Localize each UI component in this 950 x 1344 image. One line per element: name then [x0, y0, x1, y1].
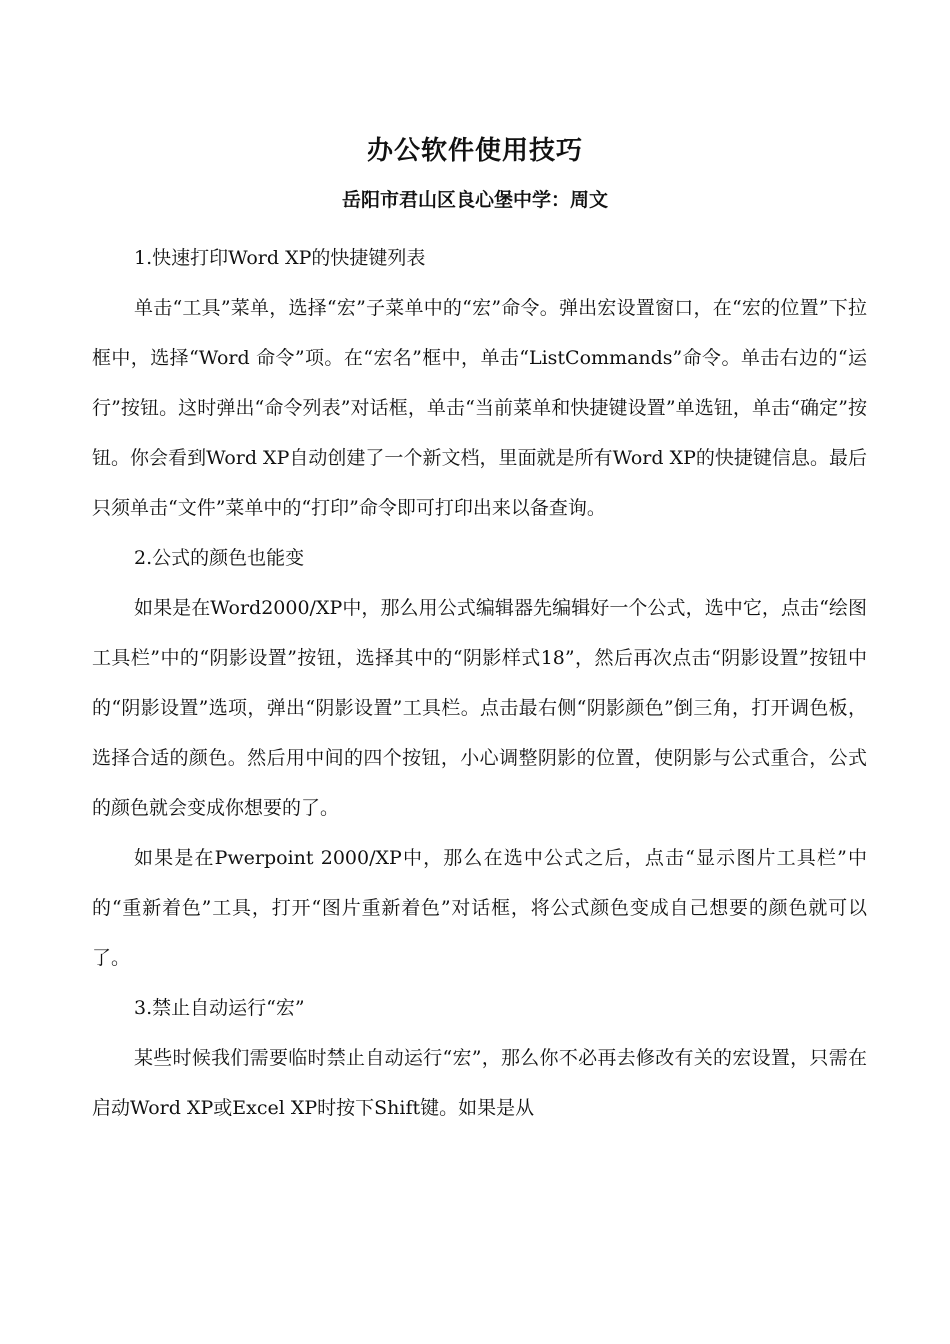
section-heading-2: 2.公式的颜色也能变 — [134, 547, 305, 569]
section-heading-1: 1.快速打印Word XP的快捷键列表 — [134, 247, 426, 269]
paragraph-3: 如果是在Pwerpoint 2000/XP中，那么在选中公式之后，点击“显示图片工具栏”中的“重新着色”工具，打开“图片重新着色”对话框，将公式颜色变成自己想要的颜色就可以了。 — [92, 847, 867, 969]
section-heading-3: 3.禁止自动运行“宏” — [134, 997, 305, 1019]
document-title: 办公软件使用技巧 — [366, 136, 583, 166]
paragraph-1: 单击“工具”菜单，选择“宏”子菜单中的“宏”命令。弹出宏设置窗口，在“宏的位置”下拉框中，选择“Word 命令”项。在“宏名”框中，单击“ListCommands”命令。单击右边的“运行”按钮。这时弹出“命令列表”对话框，单击“当前菜单和快捷键设置”单选钮，单击“确定”按钮。你会看到Word XP自动创建了一个新文档，里面就是所有Word XP的快捷键信息。最后只须单击“文件”菜单中的“打印”命令即可打印出来以备查询。 — [92, 297, 867, 519]
paragraph-2: 如果是在Word2000/XP中，那么用公式编辑器先编辑好一个公式，选中它，点击“绘图工具栏”中的“阴影设置”按钮，选择其中的“阴影样式18”，然后再次点击“阴影设置”按钮中的“阴影设置”选项，弹出“阴影设置”工具栏。点击最右侧“阴影颜色”倒三角，打开调色板，选择合适的颜色。然后用中间的四个按钮，小心调整阴影的位置，使阴影与公式重合，公式的颜色就会变成你想要的了。 — [92, 597, 867, 819]
paragraph-4: 某些时候我们需要临时禁止自动运行“宏”，那么你不必再去修改有关的宏设置，只需在启动Word XP或Excel XP时按下Shift键。如果是从 — [92, 1047, 867, 1119]
document-body — [92, 233, 867, 1133]
document-author: 岳阳市君山区良心堡中学：周文 — [341, 189, 608, 211]
